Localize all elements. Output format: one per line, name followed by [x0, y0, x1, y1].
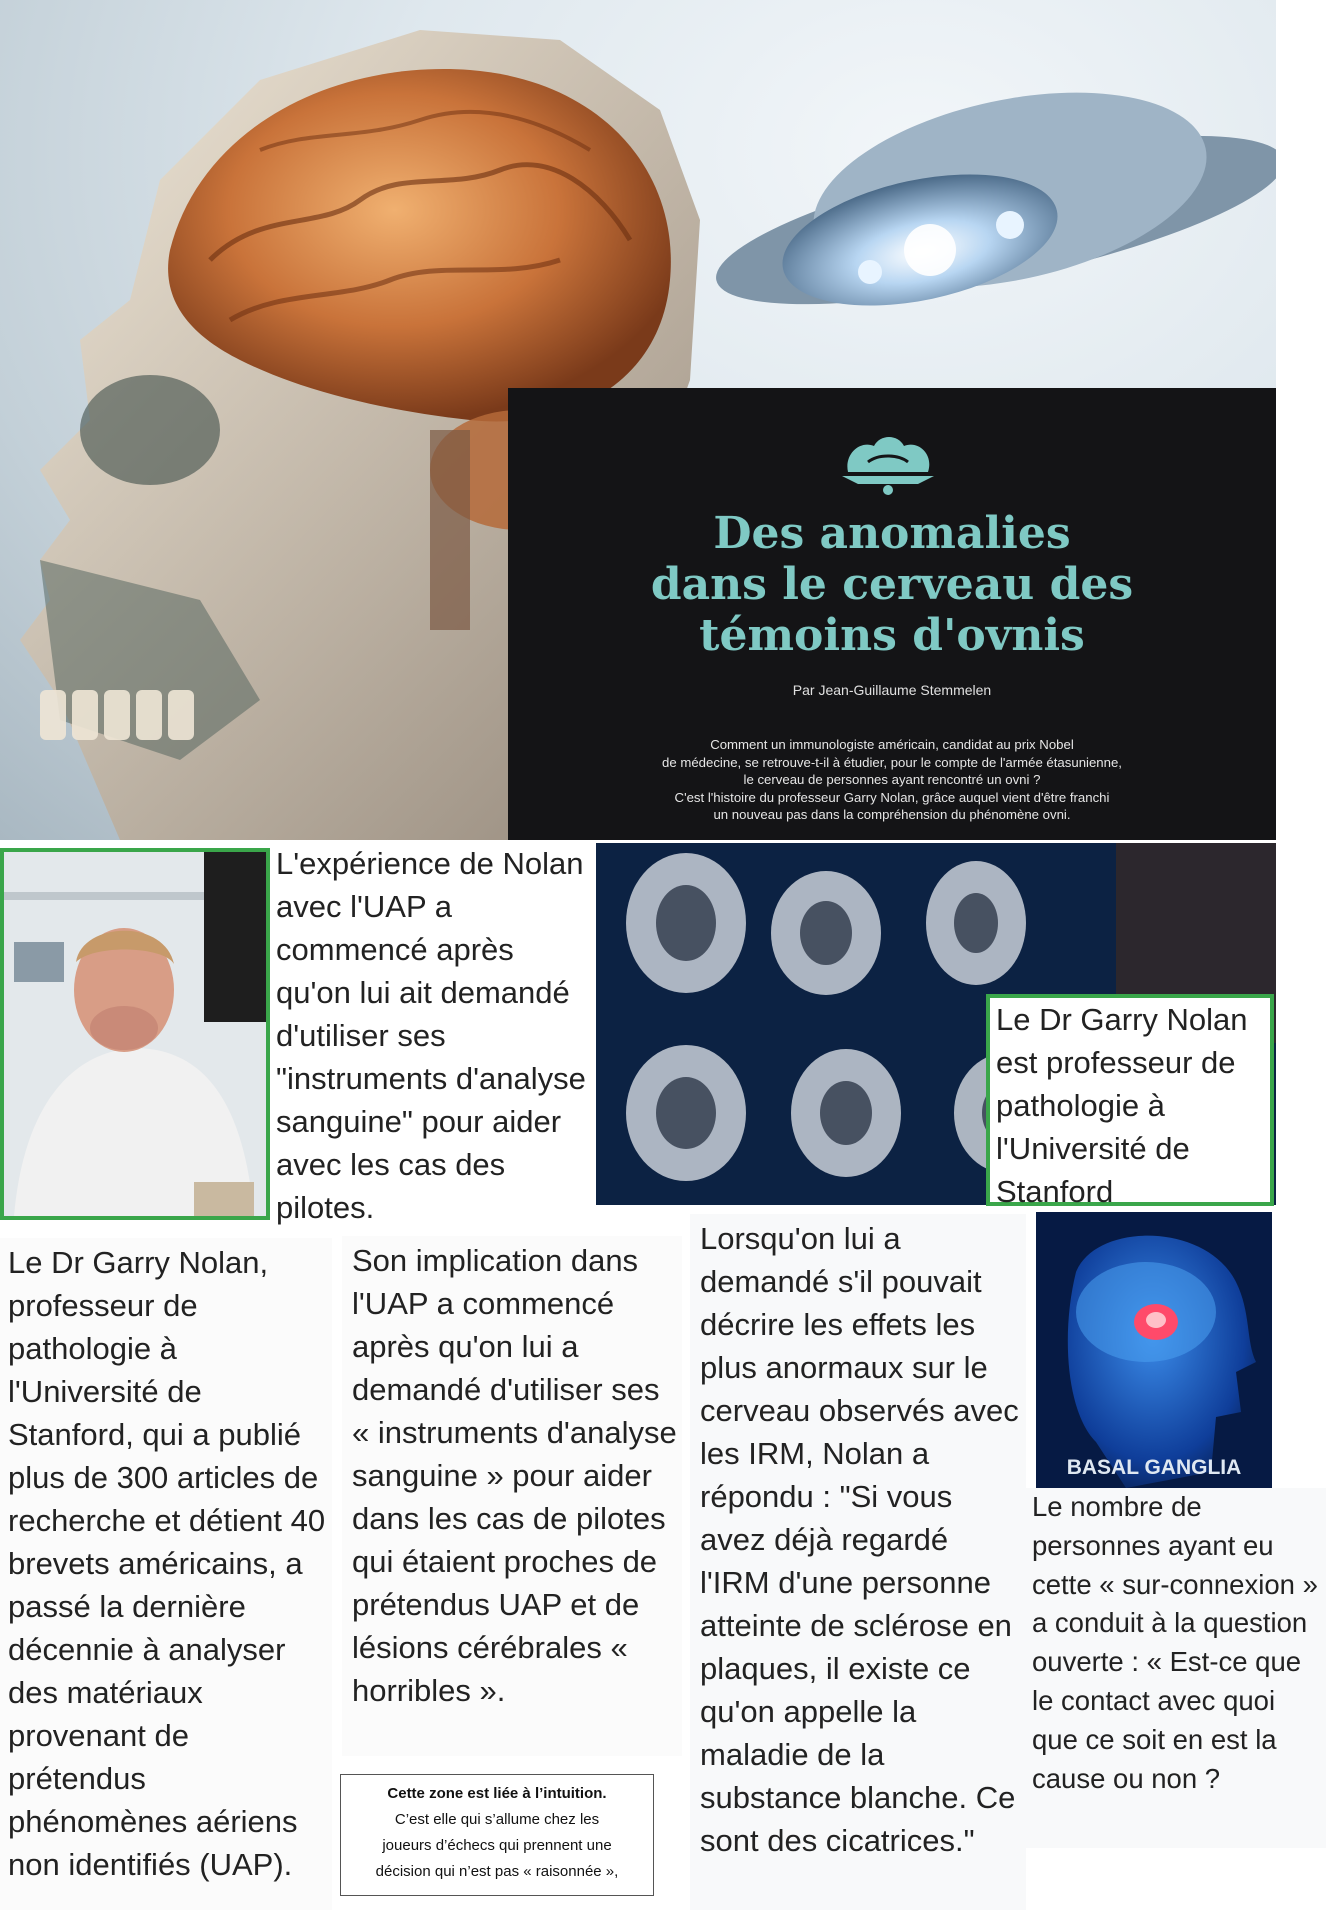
intro-line-4: C'est l'histoire du professeur Garry Nolan, grâce auquel vient d'être franchi — [674, 789, 1110, 805]
brain-ufo-logo-icon — [838, 432, 938, 496]
nolan-portrait-image — [4, 852, 266, 1216]
intuition-note-box — [340, 1774, 654, 1896]
note-line-1: C’est elle qui s’allume chez les — [394, 1811, 600, 1828]
nolan-bio-paragraph: Le Dr Garry Nolan, professeur de pathologie à l'Université de Stanford, qui a publié plus de 300 articles de recherche et détient 40 brevets américains, a passé la dernière décennie à analyser des matériaux provenant de prétendus phénomènes aériens non identifiés (UAP). — [0, 1238, 332, 1910]
nolan-experience-caption: L'expérience de Nolan avec l'UAP a commencé après qu'on lui ait demandé d'utiliser ses "instruments d'analyse sanguine" pour aider avec les cas des pilotes. — [276, 842, 596, 1227]
article-byline: Par Jean-Guillaume Stemmelen — [792, 682, 992, 698]
uap-involvement-paragraph: Son implication dans l'UAP a commencé après qu'on lui a demandé d'utiliser ses « instruments d'analyse sanguine » pour aider dans les cas de pilotes qui étaient proches de prétendus UAP et de lésions cérébrales « horribles ». — [342, 1236, 682, 1756]
note-line-2: joueurs d’échecs qui prennent une — [382, 1837, 612, 1854]
basal-ganglia-image — [1036, 1212, 1272, 1488]
note-bold-line: Cette zone est liée à l’intuition. — [387, 1785, 607, 1802]
nolan-title-caption: Le Dr Garry Nolan est professeur de pathologie à l'Université de Stanford — [986, 994, 1274, 1206]
article-title — [508, 508, 1276, 661]
basal-ganglia-label: BASAL GANGLIA — [1066, 1456, 1242, 1479]
intro-line-1: Comment un immunologiste américain, candidat au prix Nobel — [710, 737, 1074, 752]
garry-nolan-photo — [0, 848, 270, 1220]
basal-ganglia-head-illustration — [1036, 1212, 1272, 1488]
article-title-line-1: Des anomalies — [713, 508, 1071, 559]
intro-line-3: le cerveau de personnes ayant rencontré un ovni ? — [743, 772, 1041, 787]
intro-line-5: un nouveau pas dans la compréhension du phénomène ovni. — [713, 807, 1071, 822]
article-intro — [568, 736, 1216, 824]
intro-line-2: de médecine, se retrouve-t-il à étudier, pour le compte de l'armée étasunienne, — [662, 754, 1122, 770]
note-line-3: décision qui n’est pas « raisonnée », — [375, 1863, 619, 1880]
article-title-line-3: témoins d'ovnis — [699, 610, 1085, 661]
article-title-line-2: dans le cerveau des — [650, 559, 1134, 610]
over-connection-paragraph: Le nombre de personnes ayant eu cette « sur-connexion » a conduit à la question ouverte : « Est-ce que le contact avec quoi que ce soit en est la cause ou non ? — [1024, 1488, 1326, 1848]
article-title-card — [508, 388, 1276, 840]
mri-effects-paragraph: Lorsqu'on lui a demandé s'il pouvait décrire les effets les plus anormaux sur le cerveau observés avec les IRM, Nolan a répondu : "Si vous avez déjà regardé l'IRM d'une personne atteinte de sclérose en plaques, il existe ce qu'on appelle la maladie de la substance blanche. Ce sont des cicatrices." — [690, 1214, 1026, 1910]
